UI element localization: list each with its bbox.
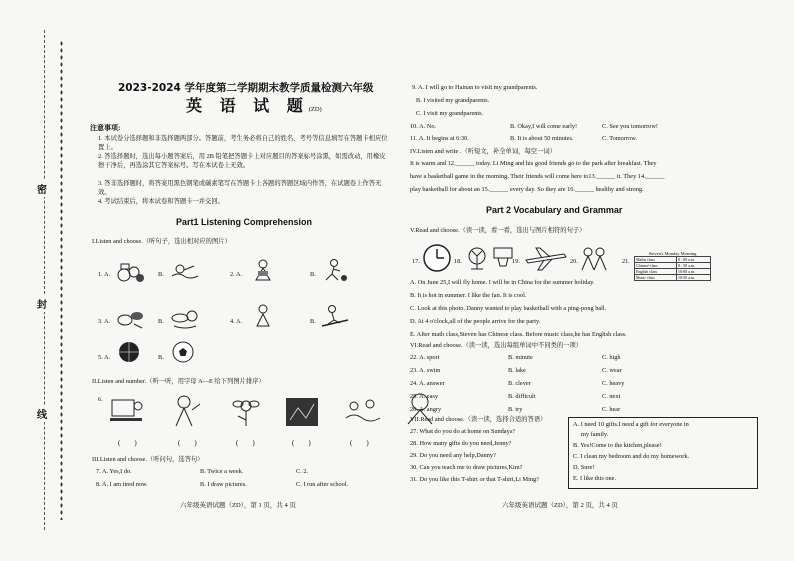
page-1 [88, 0, 404, 561]
section2-heading: II.Listen and number.（听一听，用字母 A—E 给下列图片排序） [92, 378, 265, 385]
schedule-time: 10:50 a.m. [676, 275, 710, 281]
q23-a[interactable]: 23. A. swim [410, 367, 441, 374]
skiing-icon [320, 304, 350, 328]
q7-a[interactable]: 7. A. Yes,I do. [96, 468, 132, 475]
q6-answer-3[interactable]: ( ) [236, 439, 255, 447]
answer-a: A. I need 10 gifts.I need a gift for everyone in [573, 421, 689, 428]
answer-options-box [568, 417, 758, 489]
q9-a[interactable]: 9. A. I will go to Hainan to visit my grandparents. [412, 84, 538, 91]
section4-heading: IV.Listen and write .（听短文，补全单词，每空一词） [410, 148, 556, 155]
passage-line-3: play basketball for about an 15.______ every day. So they are 16.______ healthy and strong. [410, 186, 644, 193]
q1-a-label: 1. A. [98, 271, 111, 278]
q10-a[interactable]: 10. A. No. [410, 123, 437, 130]
q11-b[interactable]: B. It is about 50 minutes. [510, 135, 574, 142]
section7-heading: VII.Read and choose.（读一读，选择合适的答语） [410, 416, 547, 423]
section1-heading: I.Listen and choose.（听句子，选出相对应的图片） [92, 238, 231, 245]
swimming-icon [170, 260, 200, 284]
q5-b-label: B. [158, 354, 164, 361]
q17-label: 17. [412, 258, 420, 265]
q10-b[interactable]: B. Okay,I will come early! [510, 123, 578, 130]
q11-a[interactable]: 11. A. It begins at 6:30. [410, 135, 469, 142]
q23-b[interactable]: B. lake [508, 367, 526, 374]
s5-option-d: D. At 4 o'clock,all of the people arrive for the party. [410, 318, 541, 325]
q26-c[interactable]: C. hear [602, 406, 621, 413]
q8-b[interactable]: B. I draw pictures. [200, 481, 247, 488]
q26-a[interactable]: 26. A. angry [410, 406, 442, 413]
page-2 [408, 0, 778, 561]
q4-a-label: 4. A. [230, 318, 243, 325]
part1-heading: Part1 Listening Comprehension [176, 217, 313, 227]
q21-label: 21. [622, 258, 630, 265]
q22-b[interactable]: B. minute [508, 354, 533, 361]
q7-b[interactable]: B. Twice a week. [200, 468, 244, 475]
q18-label: 18. [454, 258, 462, 265]
q6-answer-1[interactable]: ( ) [118, 439, 137, 447]
schedule-table [634, 251, 711, 281]
schedule-time: 8 : 50 a.m. [676, 263, 710, 269]
part2-heading: Part 2 Vocabulary and Grammar [486, 205, 623, 215]
q19-label: 19. [512, 258, 520, 265]
computer-desk-icon [108, 396, 146, 428]
girl-reading-icon [248, 258, 278, 282]
notice-3: 3. 答非选择题时，将答案用黑色钢笔或碳素笔写在答题卡上各题的答题区域内作答，在试题卷上作答无效。 [98, 180, 382, 196]
q22-a[interactable]: 22. A. sport [410, 354, 440, 361]
party-people-icon [580, 244, 610, 272]
schedule-caption: Steven's Monday Morning [648, 251, 697, 256]
schedule-subject: English class [635, 269, 677, 275]
food-pile-icon [116, 260, 146, 284]
q25-a[interactable]: 25. A. easy [410, 393, 438, 400]
q31: 31. Do you like this T-shirt or that T-shirt,Li Ming? [410, 476, 539, 483]
q6-answer-5[interactable]: ( ) [350, 439, 369, 447]
binding-char-mi: 密 [37, 180, 47, 197]
q2-a-label: 2. A. [230, 271, 243, 278]
passage-line-2: have a basketball game in the morning. Their friends will come here to13.______ it. They 14.______ [410, 173, 665, 180]
q3-b-label: B. [158, 318, 164, 325]
s5-option-a: A. On June 25,I will fly home. I will be in China for the summer holiday. [410, 279, 595, 286]
clock-icon [422, 242, 452, 274]
schedule-subject: Music class [635, 275, 677, 281]
q27: 27. What do you do at home on Sundays? [410, 428, 515, 435]
q6-label: 6. [98, 396, 103, 403]
answer-e: E. I like this one. [573, 475, 617, 482]
q9-b[interactable]: B. I visited my grandparents. [416, 97, 490, 104]
seafood-icon [170, 306, 200, 330]
q2-b-label: B. [310, 271, 316, 278]
binding-dots [60, 40, 63, 520]
poster-photo-icon [284, 396, 320, 428]
q8-a[interactable]: 8. A. I am tired now. [96, 481, 148, 488]
binding-char-feng: 封 [37, 295, 47, 312]
schedule-subject: Chinese class [635, 263, 677, 269]
girl-standing-icon [248, 304, 278, 328]
answer-d: D. Sure! [573, 464, 595, 471]
section3-heading: III.Listen and choose.（听问句，选答句） [92, 456, 204, 463]
q29: 29. Do you need any help,Danny? [410, 452, 496, 459]
q8-c[interactable]: C. I run after school. [296, 481, 349, 488]
answer-c: C. I clean my bedroom and do my homework. [573, 453, 690, 460]
exam-title: 2023-2024 学年度第二学期期末教学质量检测六年级 [118, 82, 374, 94]
q24-a[interactable]: 24. A. answer [410, 380, 445, 387]
subject-title: 英 语 试 题 [186, 96, 309, 115]
swimmers-icon [344, 396, 382, 428]
subject-line [186, 96, 322, 115]
q28: 28. How many gifts do you need,Jenny? [410, 440, 512, 447]
airplane-icon [524, 244, 568, 272]
q10-c[interactable]: C. See you tomorrow! [602, 123, 658, 130]
passage-line-1: It is warm and 12.______ today. Li Ming and his good friends go to the park after breakfast. They [410, 160, 657, 167]
q24-b[interactable]: B. clever [508, 380, 531, 387]
schedule-subject: Maths class [635, 257, 677, 263]
section6-heading: VI.Read and choose.（读一读，选出每组单词中不同类的一项） [410, 342, 583, 349]
notice-heading: 注意事项: [90, 124, 121, 132]
schedule-time: 10:00 a.m. [676, 269, 710, 275]
q7-c[interactable]: C. 2. [296, 468, 309, 475]
vegetables-icon [116, 306, 146, 330]
q6-answer-4[interactable]: ( ) [292, 439, 311, 447]
boy-painting-icon [166, 394, 204, 428]
schedule-time: 8 : 00 a.m. [676, 257, 710, 263]
notice-4: 4. 考试结束后，将本试卷和答题卡一并交回。 [98, 198, 224, 205]
q6-answer-2[interactable]: ( ) [178, 439, 197, 447]
q25-b[interactable]: B. difficult [508, 393, 536, 400]
q25-c[interactable]: C. next [602, 393, 621, 400]
binding-char-xian: 线 [37, 405, 47, 422]
q9-c[interactable]: C. I visit my grandparents. [416, 110, 484, 117]
q22-c[interactable]: C. high [602, 354, 621, 361]
q4-b-label: B. [310, 318, 316, 325]
section5-heading: V.Read and choose.（读一读，看一看，选出与图片相符的句子） [410, 227, 586, 234]
binding-line [44, 30, 45, 530]
basketball-icon [114, 340, 144, 364]
q20-label: 20. [570, 258, 578, 265]
s5-option-c: C. Look at this photo. Danny wanted to play basketball with a ping-pong ball. [410, 305, 607, 312]
s5-option-b: B. It is hot in summer. I like the fan. It is cool. [410, 292, 527, 299]
page2-footer: 六年级英语试题（ZD），第 2 页，共 4 页 [502, 502, 618, 509]
q26-b[interactable]: B. try [508, 406, 523, 413]
boy-running-icon [320, 258, 350, 282]
answer-b: B. Yes!Come to the kitchen,please! [573, 442, 662, 449]
flower-icon [228, 396, 264, 428]
notice-2: 2. 答选择题时，选出每小题答案后，用 2B 铅笔把答题卡上对应题目的答案标号涂黑，如需改动，用橡皮擦干净后，再选涂其它答案标号。写在本试卷上无效。 [98, 153, 386, 169]
q24-c[interactable]: C. heavy [602, 380, 625, 387]
football-icon [168, 340, 198, 364]
q3-a-label: 3. A. [98, 318, 111, 325]
q11-c[interactable]: C. Tomorrow. [602, 135, 637, 142]
q30: 30. Can you teach me to draw pictures,Kim? [410, 464, 523, 471]
page1-footer: 六年级英语试题（ZD），第 1 页，共 4 页 [180, 502, 296, 509]
answer-a-cont: my family. [581, 431, 609, 438]
notice-1: 1. 本试卷分选择题和非选择题两部分。答题前，考生务必将自己的姓名、考号等信息填写在答题卡相应位置上。 [98, 135, 388, 151]
q23-c[interactable]: C. wear [602, 367, 622, 374]
s5-option-e: E. After math class,Steven has Chinese class. Before music class,he has English class. [410, 331, 627, 338]
q1-b-label: B. [158, 271, 164, 278]
paper-code: (ZD) [308, 106, 322, 113]
q5-a-label: 5. A. [98, 354, 111, 361]
binding-margin [0, 0, 66, 561]
